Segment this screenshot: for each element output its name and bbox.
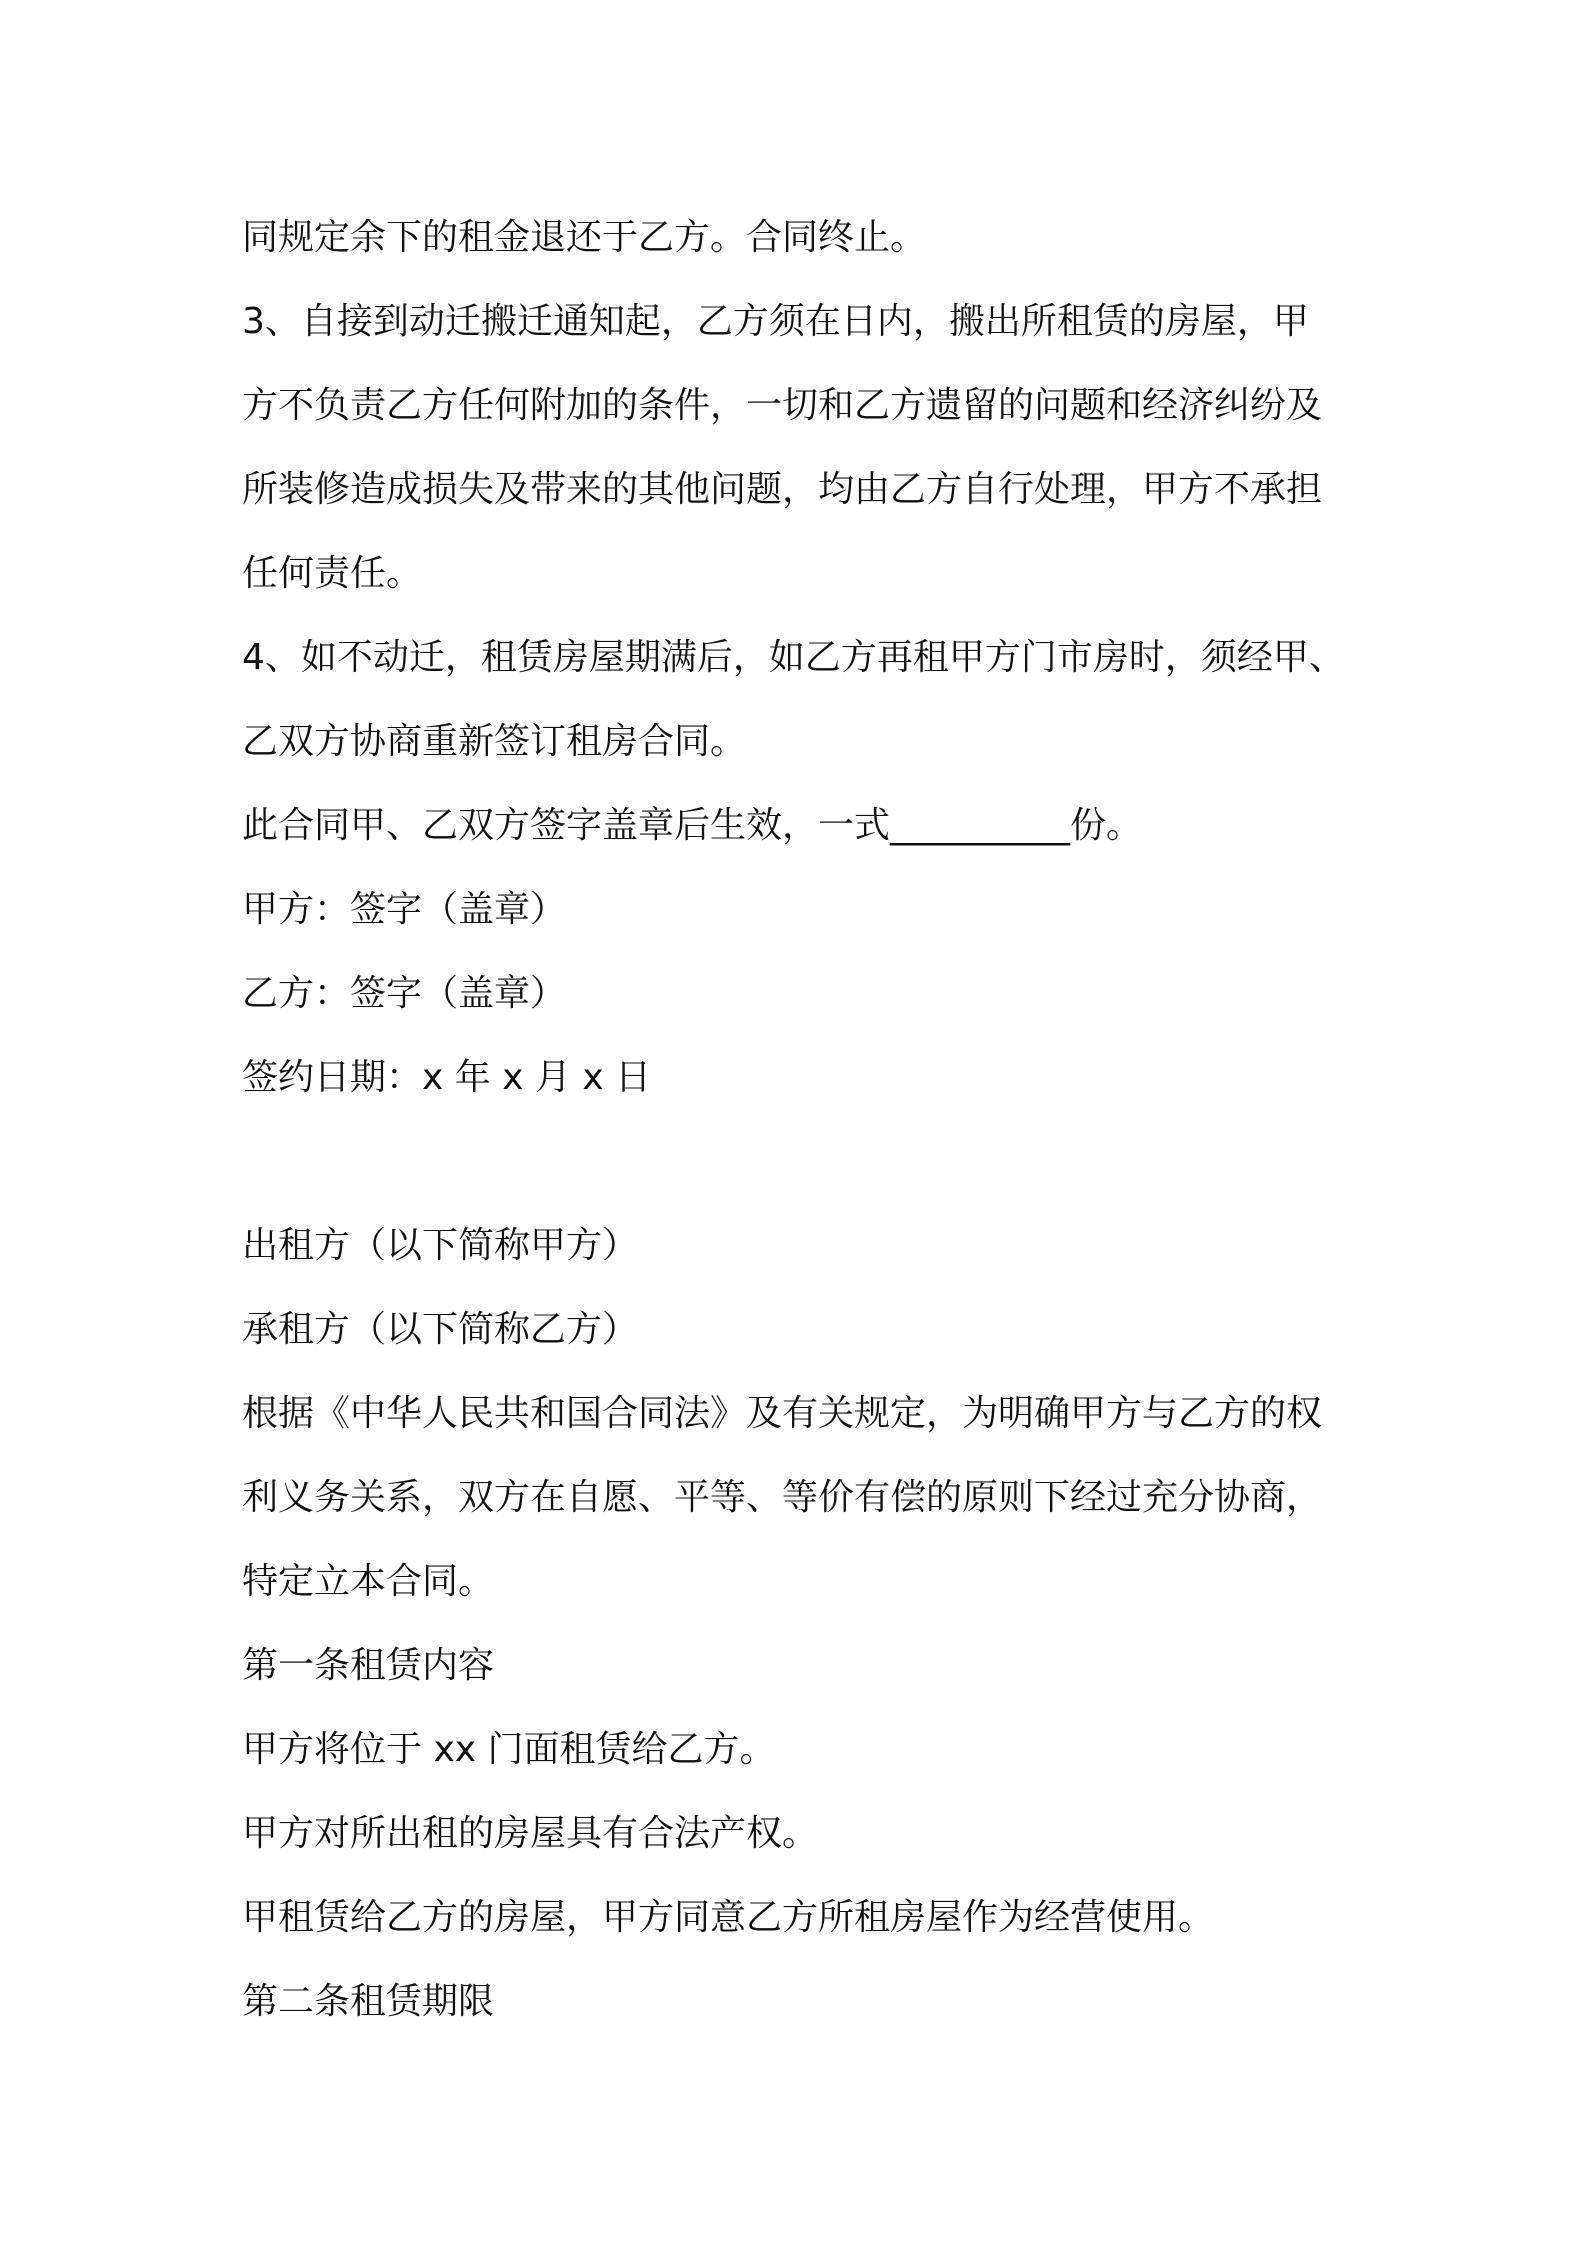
text-line: 所装修造成损失及带来的其他问题，均由乙方自行处理，甲方不承担 — [242, 469, 1323, 510]
text-line: 甲方对所出租的房屋具有合法产权。 — [242, 1813, 819, 1854]
text-line: 任何责任。 — [242, 553, 423, 594]
article-heading: 第一条租赁内容 — [242, 1645, 495, 1686]
party-a-signature: 甲方：签字（盖章） — [242, 889, 567, 930]
text-line: 利义务关系，双方在自愿、平等、等价有偿的原则下经过充分协商， — [242, 1477, 1323, 1518]
signing-date: 签约日期：x 年 x 月 x 日 — [242, 1057, 652, 1098]
text-line: 同规定余下的租金退还于乙方。合同终止。 — [242, 217, 927, 258]
party-b-signature: 乙方：签字（盖章） — [242, 973, 567, 1014]
lessor-line: 出租方（以下简称甲方） — [242, 1225, 639, 1266]
text-line: 甲租赁给乙方的房屋，甲方同意乙方所租房屋作为经营使用。 — [242, 1897, 1215, 1938]
document-body — [242, 196, 1372, 2044]
text-line: 乙双方协商重新签订租房合同。 — [242, 721, 747, 762]
section-spacer — [242, 1120, 1372, 1204]
text-line: 此合同甲、乙双方签字盖章后生效，一式__________份。 — [242, 805, 1143, 846]
text-line: 特定立本合同。 — [242, 1561, 495, 1602]
text-line: 方不负责乙方任何附加的条件，一切和乙方遗留的问题和经济纠纷及 — [242, 385, 1323, 426]
text-line: 根据《中华人民共和国合同法》及有关规定，为明确甲方与乙方的权 — [242, 1393, 1323, 1434]
text-line: 4、如不动迁，租赁房屋期满后，如乙方再租甲方门市房时，须经甲、 — [242, 637, 1345, 678]
text-line: 3、自接到动迁搬迁通知起，乙方须在日内，搬出所租赁的房屋，甲 — [242, 301, 1309, 342]
text-line: 甲方将位于 xx 门面租赁给乙方。 — [242, 1729, 776, 1770]
article-heading: 第二条租赁期限 — [242, 1981, 495, 2022]
lessee-line: 承租方（以下简称乙方） — [242, 1309, 639, 1350]
